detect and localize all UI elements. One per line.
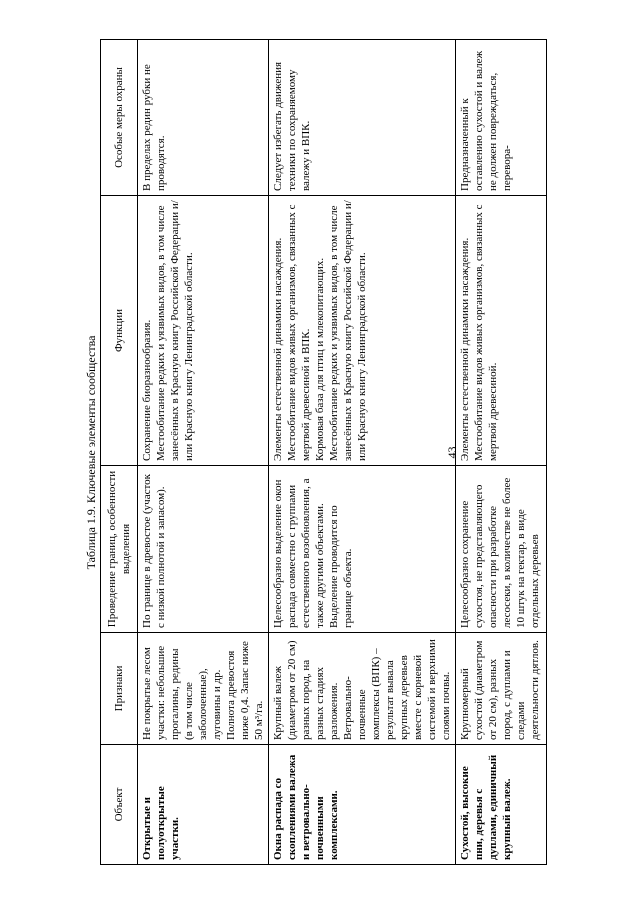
cell-object: Окна распада со скоплениями валежа и ветровально-почвенными комплексами. [269, 745, 456, 865]
key-elements-table [100, 39, 547, 865]
function-item: Местообитание видов живых организмов, связанных с мертвой древесиной. [473, 204, 499, 461]
page-number: 43 [445, 446, 459, 459]
header-borders: Проведение границ, особенности выделения [101, 466, 138, 633]
cell-functions [269, 196, 456, 466]
cell-measures: Следует избегать движения техники по сохраняемому валежу и ВПК. [269, 40, 456, 196]
header-functions: Функции [101, 196, 138, 466]
function-item: Элементы естественной динамики насаждения. [459, 237, 471, 461]
cell-functions [138, 196, 269, 466]
cell-object: Открытые и полуоткрытые участки. [138, 745, 269, 865]
cell-object: Сухостой, высокие пни, деревья с дуплами, единичный крупный валеж. [456, 745, 547, 865]
function-item: Элементы естественной динамики насаждения. [272, 237, 284, 461]
table-row [456, 40, 547, 865]
cell-signs: Крупный валеж (диаметром от 20 см) разных пород, на разных стадиях разложения. Ветровально-почвенные комплексы (ВПК) – результат вывала крупных деревьев вместе с корневой системой и верхними слоями почвы. [269, 633, 456, 745]
table-header-row [101, 40, 138, 865]
table-caption: Таблица 1.9. Ключевые элементы сообщества [84, 335, 98, 570]
cell-functions [456, 196, 547, 466]
cell-borders: По границе в древостое (участок с низкой полнотой и запасом). [138, 466, 269, 633]
cell-measures: В пределах редин рубки не проводятся. [138, 40, 269, 196]
cell-signs: Крупномерный сухостой (диаметром от 20 см), разных пород, с дуплами и следами деятельности дятлов. [456, 633, 547, 745]
function-item: Местообитание видов живых организмов, связанных с мертвой древесиной и ВПК. [286, 204, 312, 461]
cell-borders: Целесообразно выделение окон распада совместно с группами естественного возобновления, а также другими объектами. Выделение проводится по границе объекта. [269, 466, 456, 633]
header-measures: Особые меры охраны [101, 40, 138, 196]
function-item: Кормовая база для птиц и млекопитающих. [314, 257, 326, 461]
function-item: Местообитание редких и уязвимых видов, в том числе занесённых в Красную книгу Российской Федерации и/или Красную книгу Ленинградской области. [155, 200, 195, 461]
cell-signs: Не покрытые лесом участки: небольшие прогалины, редины (в том числе заболоченные), луговины и др. Полнота древостоя ниже 0,4. Запас ниже 50 м³/га. [138, 633, 269, 745]
function-item: Сохранение биоразнообразия. [141, 319, 153, 461]
header-object: Объект [101, 745, 138, 865]
cell-borders: Целесообразно сохранение сухостоя, не представляющего опасности при разработке лесосеки, в количестве не более 10 штук на гектар, в виде отдельных деревьев [456, 466, 547, 633]
table-row [138, 40, 269, 865]
cell-measures: Предназначенный к оставлению сухостой и валеж не должен повреждаться, перевора- [456, 40, 547, 196]
function-item: Местообитание редких и уязвимых видов, в том числе занесённых в Красную книгу Российской Федерации и/или Красную книгу Ленинградской области. [328, 200, 368, 461]
table-row [269, 40, 456, 865]
header-signs: Признаки [101, 633, 138, 745]
